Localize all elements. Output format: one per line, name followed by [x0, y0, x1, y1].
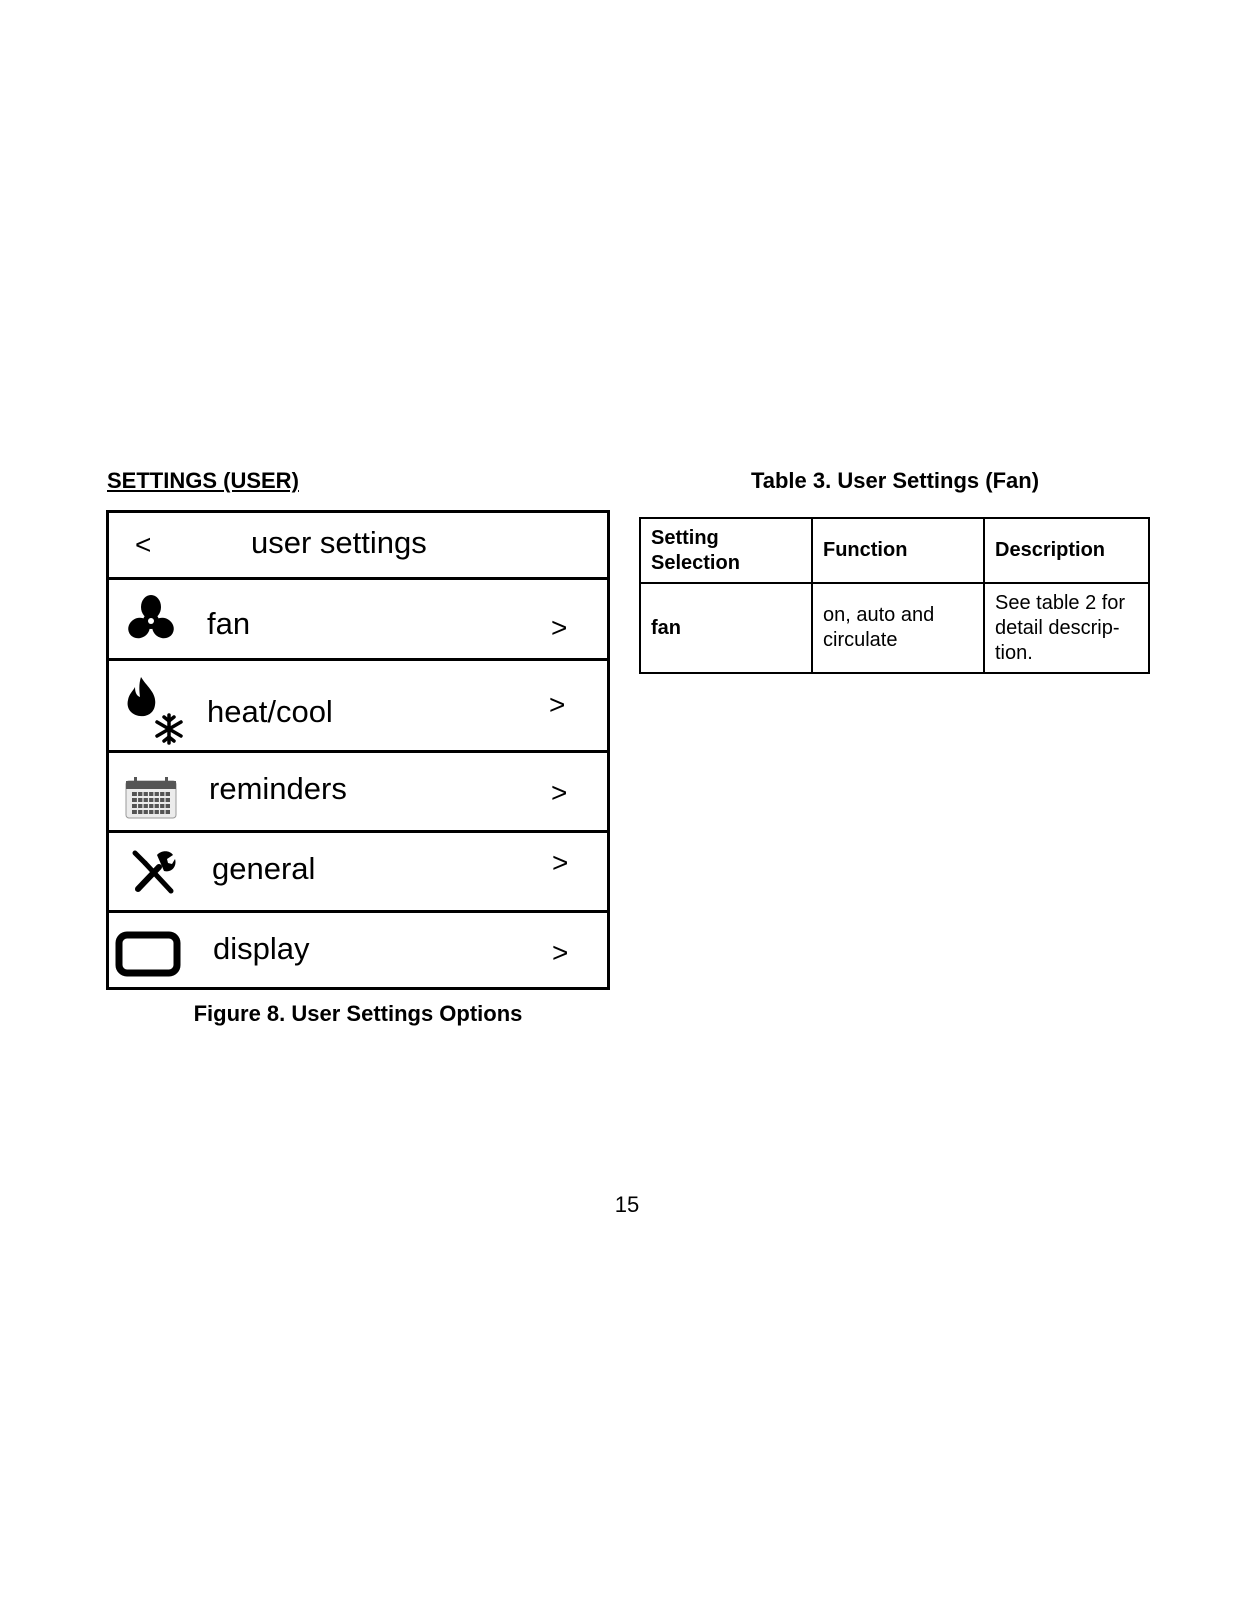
chevron-right-icon: >	[552, 937, 569, 968]
menu-item-general[interactable]	[109, 833, 607, 913]
table-cell: See table 2 for detail descrip-tion.	[984, 583, 1149, 673]
chevron-right-icon: >	[552, 847, 569, 878]
panel-title: user settings	[251, 525, 427, 560]
menu-item-label: general	[212, 851, 316, 886]
table-header-row	[640, 518, 1149, 583]
calendar-icon	[125, 777, 177, 819]
section-heading: SETTINGS (USER)	[107, 468, 299, 493]
chevron-right-icon: >	[549, 689, 566, 720]
chevron-right-icon: >	[551, 777, 568, 808]
menu-item-label: fan	[207, 606, 251, 641]
back-button[interactable]: <	[135, 529, 152, 560]
menu-item-label: heat/cool	[207, 694, 333, 729]
figure-caption: Figure 8. User Settings Options	[193, 1001, 523, 1026]
table-header-cell: Function	[812, 518, 984, 583]
table-header-cell: Setting Selection	[640, 518, 812, 583]
page-number: 15	[614, 1192, 640, 1217]
chevron-right-icon: >	[551, 612, 568, 643]
table-cell: fan	[640, 583, 812, 673]
table-row	[640, 583, 1149, 673]
menu-item-label: reminders	[209, 771, 347, 806]
table-header-cell: Description	[984, 518, 1149, 583]
menu-item-display[interactable]	[109, 913, 607, 987]
table-title: Table 3. User Settings (Fan)	[750, 468, 1040, 493]
display-icon	[115, 931, 181, 977]
flame-snowflake-icon	[123, 675, 193, 745]
user-settings-panel	[106, 510, 610, 990]
panel-header	[109, 513, 607, 580]
table-cell: on, auto and circulate	[812, 583, 984, 673]
menu-item-label: display	[213, 931, 310, 966]
settings-table	[639, 517, 1150, 674]
wrench-screwdriver-icon	[129, 849, 177, 897]
fan-icon	[127, 594, 175, 646]
menu-item-reminders[interactable]	[109, 753, 607, 833]
menu-item-fan[interactable]	[109, 580, 607, 661]
menu-item-heat-cool[interactable]	[109, 661, 607, 753]
